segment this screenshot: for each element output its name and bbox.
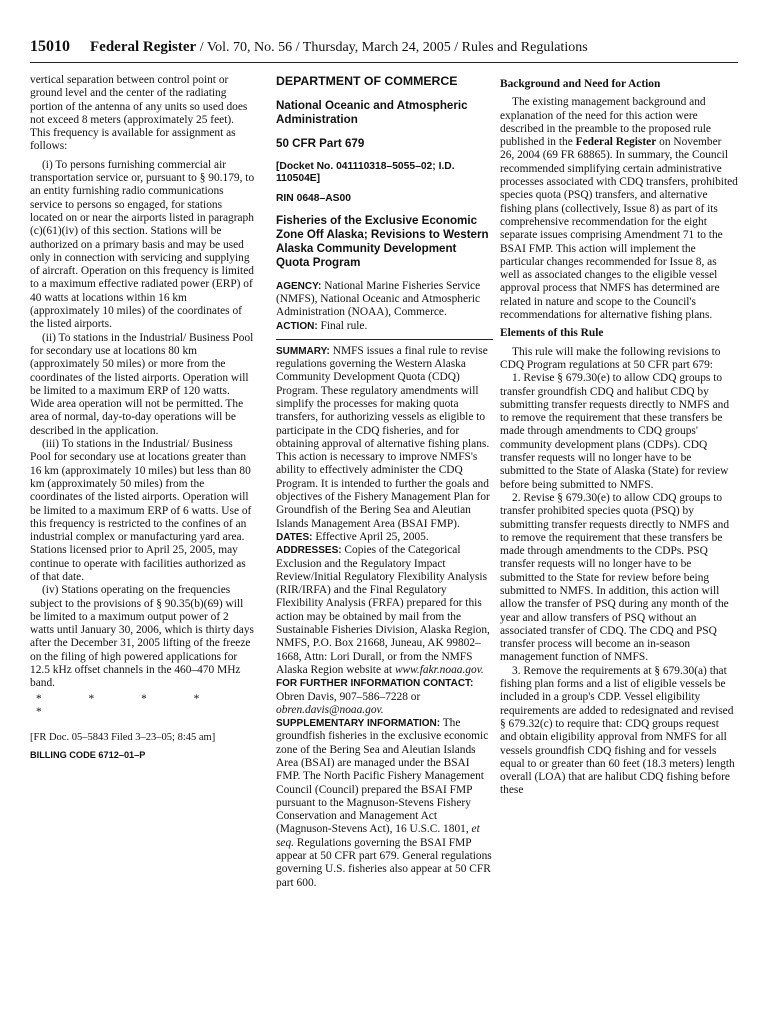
section-label: FOR FURTHER INFORMATION CONTACT: bbox=[276, 678, 474, 690]
billing-code: BILLING CODE 6712–01–P bbox=[30, 749, 146, 760]
federal-register-ref: Federal Register bbox=[575, 136, 657, 149]
paragraph: This rule will make the following revisions to CDQ Program regulations at 50 CFR part 679: bbox=[500, 345, 721, 371]
section-text: National Marine Fisheries Service (NMFS), National Oceanic and Atmospheric Administration (NOAA), Commerce. bbox=[276, 279, 481, 319]
section-text: The groundfish fisheries in the exclusive economic zone of the Bering Sea and Aleutian Islands Area (BSAI) are managed under the BSAI FMP. The North Pacific Fishery Management Council (Council) prepared the BSAI FMP pursuant to the Magnuson-Stevens Fishery Conservation and Management Act (Magnuson-Stevens Act), 16 U.S.C. 1801, bbox=[276, 717, 489, 836]
page-number: 15010 bbox=[30, 38, 70, 55]
et-seq: et seq. bbox=[276, 823, 480, 849]
summary-section bbox=[276, 345, 493, 531]
section-text: Final rule. bbox=[317, 319, 368, 332]
agency-heading: National Oceanic and Atmospheric Administration bbox=[276, 99, 468, 126]
divider bbox=[276, 339, 493, 340]
section-text: Regulations governing the BSAI FMP appear at 50 CFR part 679. General regulations governing U.S. fisheries also appear at 50 CFR part 600. bbox=[276, 836, 492, 889]
paragraph: (i) To persons furnishing commercial air transportation service or, pursuant to § 90.179, to an entity furnishing radio communications service to persons so engaged, for stations located on or near the airports listed in paragraph (c)(61)(iv) of this section. Stations will be authorized on a primary basis and may be used only in connection with servicing and supplying of aircraft. Operation on this frequency is limited to a maximum effective radiated power (ERP) of 40 watts at locations within 16 km (approximately 10 miles) of the coordinates of the listed airports. bbox=[30, 158, 255, 331]
docket-number: [Docket No. 041110318–5055–02; I.D. 110504E] bbox=[276, 161, 455, 185]
section-label: SUMMARY: bbox=[276, 345, 330, 357]
dates-section bbox=[276, 531, 493, 544]
supplementary-section bbox=[276, 717, 493, 890]
contact-section bbox=[276, 677, 493, 690]
section-text: Effective April 25, 2005. bbox=[312, 530, 429, 543]
page-header bbox=[30, 38, 738, 63]
paragraph: vertical separation between control point or ground level and the center of the radiating portion of the antenna of any units so used does not exceed 8 meters (approximately 25 feet). This frequency is available for assignment as follows: bbox=[30, 74, 248, 153]
website-link[interactable]: www.fakr.noaa.gov. bbox=[394, 663, 484, 676]
paragraph bbox=[500, 96, 738, 322]
section-heading-background: Background and Need for Action bbox=[500, 78, 661, 90]
list-item: 2. Revise § 679.30(e) to allow CDQ groups to transfer prohibited species quota (PSQ) by submitting transfer requests directly to NMFS and to remove the requirement that these transfers be made through amendments to the CDPs. PSQ transfer requests will no longer have to be submitted to the State for review before being submitted to NMFS. In addition, this action will allow the transfer of PSQ during any month of the year and allow transfers of PSQ without an associated transfer of CDQ. The CDQ and PSQ transfer process will become an in-season management function of NMFS. bbox=[500, 491, 730, 664]
section-text: NMFS issues a final rule to revise regulations governing the Western Alaska Community Development Quota (CDQ) Program. These regulatory amendments will simplify the processes for making quota transfers, for authorizing vessels as eligible to participate in the CDQ fisheries, and for obtaining approval of alternative fishing plans. This action is necessary to improve NMFS's ability to effectively administer the CDQ Program. It is intended to further the goals and objectives of the Fishery Management Plan for Groundfish of the Bering Sea and Aleutian Islands Management Area (BSAI FMP). bbox=[276, 344, 490, 530]
paragraph-text: The existing management background and explanation of the need for this action were described in the preamble to the proposed rule published in the bbox=[500, 96, 711, 149]
addresses-section bbox=[276, 544, 493, 677]
column-2 bbox=[276, 74, 493, 1014]
cfr-part: 50 CFR Part 679 bbox=[276, 137, 365, 150]
agency-section bbox=[276, 280, 493, 320]
section-label: DATES: bbox=[276, 531, 313, 543]
list-item: 1. Revise § 679.30(e) to allow CDQ groups to transfer groundfish CDQ and halibut CDQ by submitting transfer requests directly to NMFS and to remove the requirement that these transfers be made through amendments to CDQ groups' community development plans (CDPs). CDQ transfer requests will no longer have to be submitted to the State of Alaska (State) for review before being submitted to NMFS. bbox=[500, 372, 730, 491]
rin-number: RIN 0648–AS00 bbox=[276, 193, 351, 205]
list-item: 3. Remove the requirements at § 679.30(a) that fishing plan forms and a list of eligible vessels be included in a group's CDP. Vessel eligibility requirements are added to redesignated and revised § 679.32(c) to require that: CDQ groups request and obtain eligibility approval from NMFS for all vessels groundfish CDQ fishing and for vessels equal to or greater than 60 feet (18.3 meters) length overall (LOA) that are halibut CDQ fishing before these bbox=[500, 664, 735, 797]
department-heading: DEPARTMENT OF COMMERCE bbox=[276, 74, 458, 88]
paragraph: (iii) To stations in the Industrial/ Business Pool for secondary use at locations greater than 16 km (approximately 10 miles) but less than 80 km (approximately 50 miles) from the coordinates of the listed airports. Operation will be limited to a maximum ERP of 6 watts. Use of this frequency is restricted to the confines of an industrial complex or manufacturing yard area. Stations licensed prior to April 25, 2005, may continue to operate with facilities authorized as of that date. bbox=[30, 438, 252, 583]
section-label: ACTION: bbox=[276, 320, 318, 332]
omission-stars: * * * * * bbox=[36, 692, 222, 718]
section-heading-elements: Elements of this Rule bbox=[500, 327, 604, 340]
paragraph-text: on November 26, 2004 (69 FR 68865). In summary, the Council recommended simplifying certain administrative processes associated with CDQ transfers, prohibited species quota (PSQ) transfers, and alternative fishing plans (collectively, Issue 8) as part of its comprehensive recommendation for the eight separate issues comprising Amendment 71 to the BSAI FMP. This action will implement the particular changes recommended for Issue 8, as well as associated changes to the eligible vessel approval process that NMFS has determined are related in nature and scope to the Council's recommendations for alternative fishing plans. bbox=[500, 136, 738, 322]
rule-title: Fisheries of the Exclusive Economic Zone Off Alaska; Revisions to Western Alaska Community Development Quota Program bbox=[276, 213, 489, 269]
header-issue-info: / Vol. 70, No. 56 / Thursday, March 24, 2005 / Rules and Regulations bbox=[196, 40, 588, 55]
fr-doc-line: [FR Doc. 05–5843 Filed 3–23–05; 8:45 am] bbox=[30, 732, 216, 744]
section-text: Obren Davis, 907–586–7228 or bbox=[276, 690, 421, 703]
column-3 bbox=[500, 74, 738, 1014]
publication-name: Federal Register bbox=[90, 39, 197, 55]
section-label: SUPPLEMENTARY INFORMATION: bbox=[276, 718, 441, 730]
email-link[interactable]: obren.davis@noaa.gov. bbox=[276, 703, 384, 716]
contact-details bbox=[276, 691, 493, 718]
section-label: ADDRESSES: bbox=[276, 545, 342, 557]
column-1 bbox=[30, 74, 255, 1014]
paragraph: (iv) Stations operating on the frequencies subject to the provisions of § 90.35(b)(69) will be limited to a maximum output power of 2 watts until January 30, 2006, which is thirty days after the December 31, 2005 lifting of the freeze on the filing of high powered applications for 12.5 kHz offset channels in the 460–470 MHz band. bbox=[30, 584, 254, 690]
section-label: AGENCY: bbox=[276, 280, 322, 292]
section-text: Copies of the Categorical Exclusion and the Regulatory Impact Review/Initial Regulatory Flexibility Analysis (RIR/IRFA) and the Final Regulatory Flexibility Analysis (FRFA) prepared for this action may be obtained by mail from the Sustainable Fisheries Division, Alaska Region, NMFS, P.O. Box 21668, Juneau, AK 99802–1668, Attn: Lori Durall, or from the NMFS Alaska Region website at bbox=[276, 544, 490, 676]
action-section bbox=[276, 320, 493, 333]
paragraph: (ii) To stations in the Industrial/ Business Pool for secondary use at locations 80 km (approximately 50 miles) or more from the coordinates of the listed airports. Operation will be limited to a maximum ERP of 120 watts. Wide area operation will not be permitted. The area of normal, day-to-day operations will be described in the application. bbox=[30, 331, 254, 437]
